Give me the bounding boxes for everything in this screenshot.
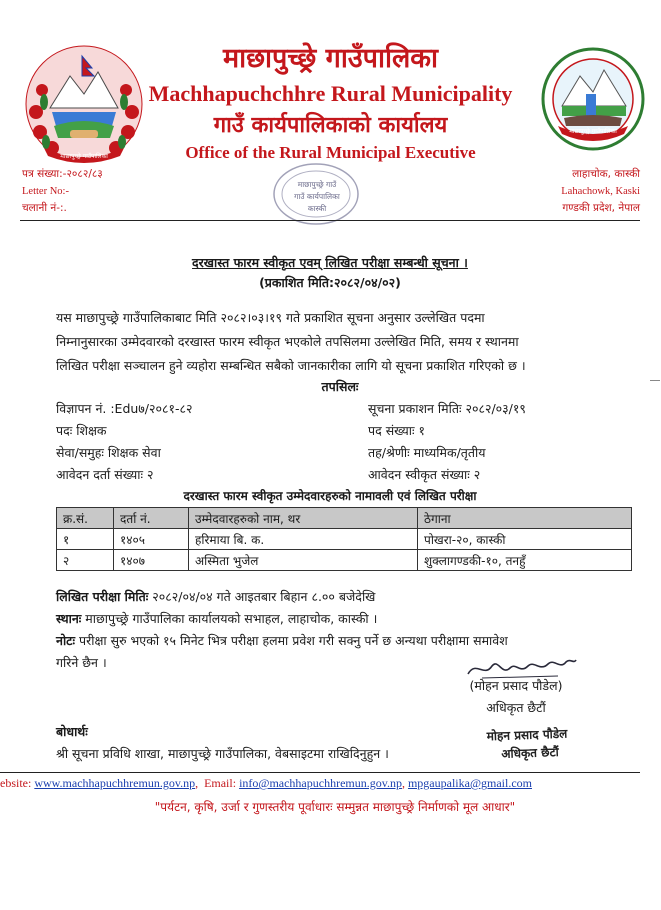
municipality-logo bbox=[540, 46, 646, 152]
signatory-name: (मोहन प्रसाद पौडेल) bbox=[469, 678, 563, 693]
paragraph-line-3: लिखित परीक्षा सञ्चालन हुने व्यहोरा सम्बन्धित सबैको जानकारीका लागि यो सूचना प्रकाशित गरिएको छ । bbox=[56, 358, 526, 373]
right-logo-caption: माछापुच्छ्रे गाउँपालिका bbox=[569, 128, 617, 135]
service-group: सेवा/समुहः शिक्षक सेवा bbox=[56, 445, 161, 460]
stamp-signatory-title: अधिकृत छैटौं bbox=[501, 745, 559, 761]
cell-candidate-name: हरिमाया बि. क. bbox=[189, 529, 418, 550]
candidate-table bbox=[56, 507, 632, 571]
paragraph-line-1: यस माछापुच्छ्रे गाउँपालिकाबाट मिति २०८२।०३।१९ गते प्रकाशित सूचना अनुसार उल्लेखित पदमा bbox=[56, 310, 485, 325]
letter-meta-left bbox=[22, 166, 222, 217]
cell-address: शुक्लागण्डकी-१०, तनहुँ bbox=[418, 550, 632, 571]
exam-place-label: स्थानः bbox=[56, 611, 82, 626]
footer-slogan: "पर्यटन, कृषि, उर्जा र गुणस्तरीय पूर्वाधारः सम्मुन्नत माछापुच्छ्रे निर्माणको मूल आधार" bbox=[154, 800, 516, 814]
cell-candidate-name: अस्मिता भुजेल bbox=[189, 550, 418, 571]
office-title-en: Office of the Rural Municipal Executive bbox=[185, 143, 476, 162]
exam-place-text: माछापुच्छ्रे गाउँपालिका कार्यालयको सभाहल, लाहाचोक, कास्की । bbox=[85, 611, 378, 626]
cc-label: बोधार्थः bbox=[56, 724, 88, 739]
place-en: Lahachowk, Kaski bbox=[561, 186, 640, 197]
header-address: ठेगाना bbox=[418, 508, 632, 529]
note-line bbox=[56, 630, 646, 652]
email-link-gmail[interactable]: mpgaupalika@gmail.com bbox=[407, 776, 532, 790]
exam-date-line bbox=[56, 586, 646, 608]
place-ne: लाहाचोक, कास्की bbox=[572, 168, 640, 180]
exam-date-text: २०८२/०४/०४ गते आइतबार बिहान ८.०० बजेदेखि bbox=[152, 589, 376, 604]
details-left bbox=[56, 398, 356, 486]
cell-serial: १ bbox=[57, 529, 114, 550]
note-text: परीक्षा सुरु भएको १५ मिनेट भित्र परीक्षा हलमा प्रवेश गरी सक्नु पर्ने छ अन्यथा परीक्षामा समावेश bbox=[79, 633, 508, 648]
exam-place-line bbox=[56, 608, 646, 630]
header-reg-no: दर्ता नं. bbox=[114, 508, 189, 529]
patra-sankhya: पत्र संख्या:-२०८२/८३ bbox=[22, 168, 103, 180]
province: गण्डकी प्रदेश, नेपाल bbox=[562, 202, 640, 214]
email-link-info[interactable]: info@machhapuchhremun.gov.np bbox=[239, 776, 402, 790]
post-count: पद संख्याः १ bbox=[368, 423, 425, 438]
post: पदः शिक्षक bbox=[56, 423, 107, 438]
footer-contact: ebsite: www.machhapuchhremun.gov.np, Email: info@machhapuchhremun.gov.np, mpgaupalika@gmail.com bbox=[0, 776, 532, 790]
notice-paragraph bbox=[56, 306, 636, 378]
notice-published-date: (प्रकाशित मिति:२०८२/०४/०२) bbox=[259, 275, 401, 290]
note-line-2: गरिने छैन । bbox=[56, 655, 107, 670]
stamp-line-1: माछापुच्छ्रे गाउँ bbox=[297, 180, 337, 189]
stamp-signatory-name: मोहन प्रसाद पौडेल bbox=[486, 726, 568, 744]
application-registered-count: आवेदन दर्ता संख्याः २ bbox=[56, 467, 154, 482]
paragraph-line-2: निम्नानुसारका उम्मेदवारको दरखास्त फारम स्वीकृत भएकोले तपसिलमा उल्लेखित मिति, समय र स्थानमा bbox=[56, 334, 519, 349]
cell-reg-no: १४०७ bbox=[114, 550, 189, 571]
details-right bbox=[368, 398, 638, 486]
signatory-title: अधिकृत छैटौं bbox=[486, 700, 546, 715]
municipality-title-en: Machhapuchchhre Rural Municipality bbox=[148, 81, 513, 106]
website-link[interactable]: www.machhapuchhremun.gov.np bbox=[34, 776, 196, 790]
notice-publish-date: सूचना प्रकाशन मितिः २०८२/०३/१९ bbox=[368, 401, 526, 416]
chalani-no: चलानी नं-:. bbox=[22, 202, 67, 214]
email-label: Email: bbox=[204, 776, 237, 790]
header-candidate-name: उम्मेदवारहरुको नाम, थर bbox=[189, 508, 418, 529]
table-caption: दरखास्त फारम स्वीकृत उम्मेदवारहरुको नामावली एवं लिखित परीक्षा bbox=[183, 489, 477, 503]
table-row bbox=[57, 550, 632, 571]
note-label: नोटः bbox=[56, 633, 76, 648]
cell-serial: २ bbox=[57, 550, 114, 571]
cell-reg-no: १४०५ bbox=[114, 529, 189, 550]
letter-meta-right bbox=[430, 166, 640, 217]
footer-divider bbox=[0, 772, 640, 773]
cc-line: श्री सूचना प्रविधि शाखा, माछापुच्छ्रे गाउँपालिका, वेबसाइटमा राखिदिनुहुन । bbox=[56, 746, 389, 761]
tapsil-label: तपसिलः bbox=[321, 379, 359, 394]
table-header-row bbox=[57, 508, 632, 529]
nepal-emblem-logo bbox=[22, 42, 146, 166]
cell-address: पोखरा-२०, कास्की bbox=[418, 529, 632, 550]
header-divider bbox=[20, 220, 640, 221]
table-row bbox=[57, 529, 632, 550]
advertisement-no: विज्ञापन नं. :Edu७/२०८१-८२ bbox=[56, 401, 193, 416]
website-label: ebsite: bbox=[0, 776, 32, 790]
office-title-ne: गाउँ कार्यपालिकाको कार्यालय bbox=[213, 113, 448, 138]
municipality-title-ne: माछापुच्छ्रे गाउँपालिका bbox=[222, 43, 438, 74]
exam-date-label: लिखित परीक्षा मितिः bbox=[56, 589, 149, 604]
stamp-line-2: गाउँ कार्यपालिका bbox=[294, 192, 340, 201]
left-logo-caption: माछापुच्छ्रे गाउँपालिका bbox=[60, 153, 108, 160]
level-class: तह/श्रेणीः माध्यमिक/तृतीय bbox=[368, 445, 486, 460]
letter-no: Letter No:- bbox=[22, 186, 69, 197]
notice-title: दरखास्त फारम स्वीकृत एवम् लिखित परीक्षा सम्बन्धी सूचना । bbox=[192, 255, 468, 270]
application-approved-count: आवेदन स्वीकृत संख्याः २ bbox=[368, 467, 481, 482]
stamp-line-3: कास्की bbox=[307, 204, 327, 213]
scan-mark bbox=[650, 380, 660, 381]
header-serial: क्र.सं. bbox=[57, 508, 114, 529]
